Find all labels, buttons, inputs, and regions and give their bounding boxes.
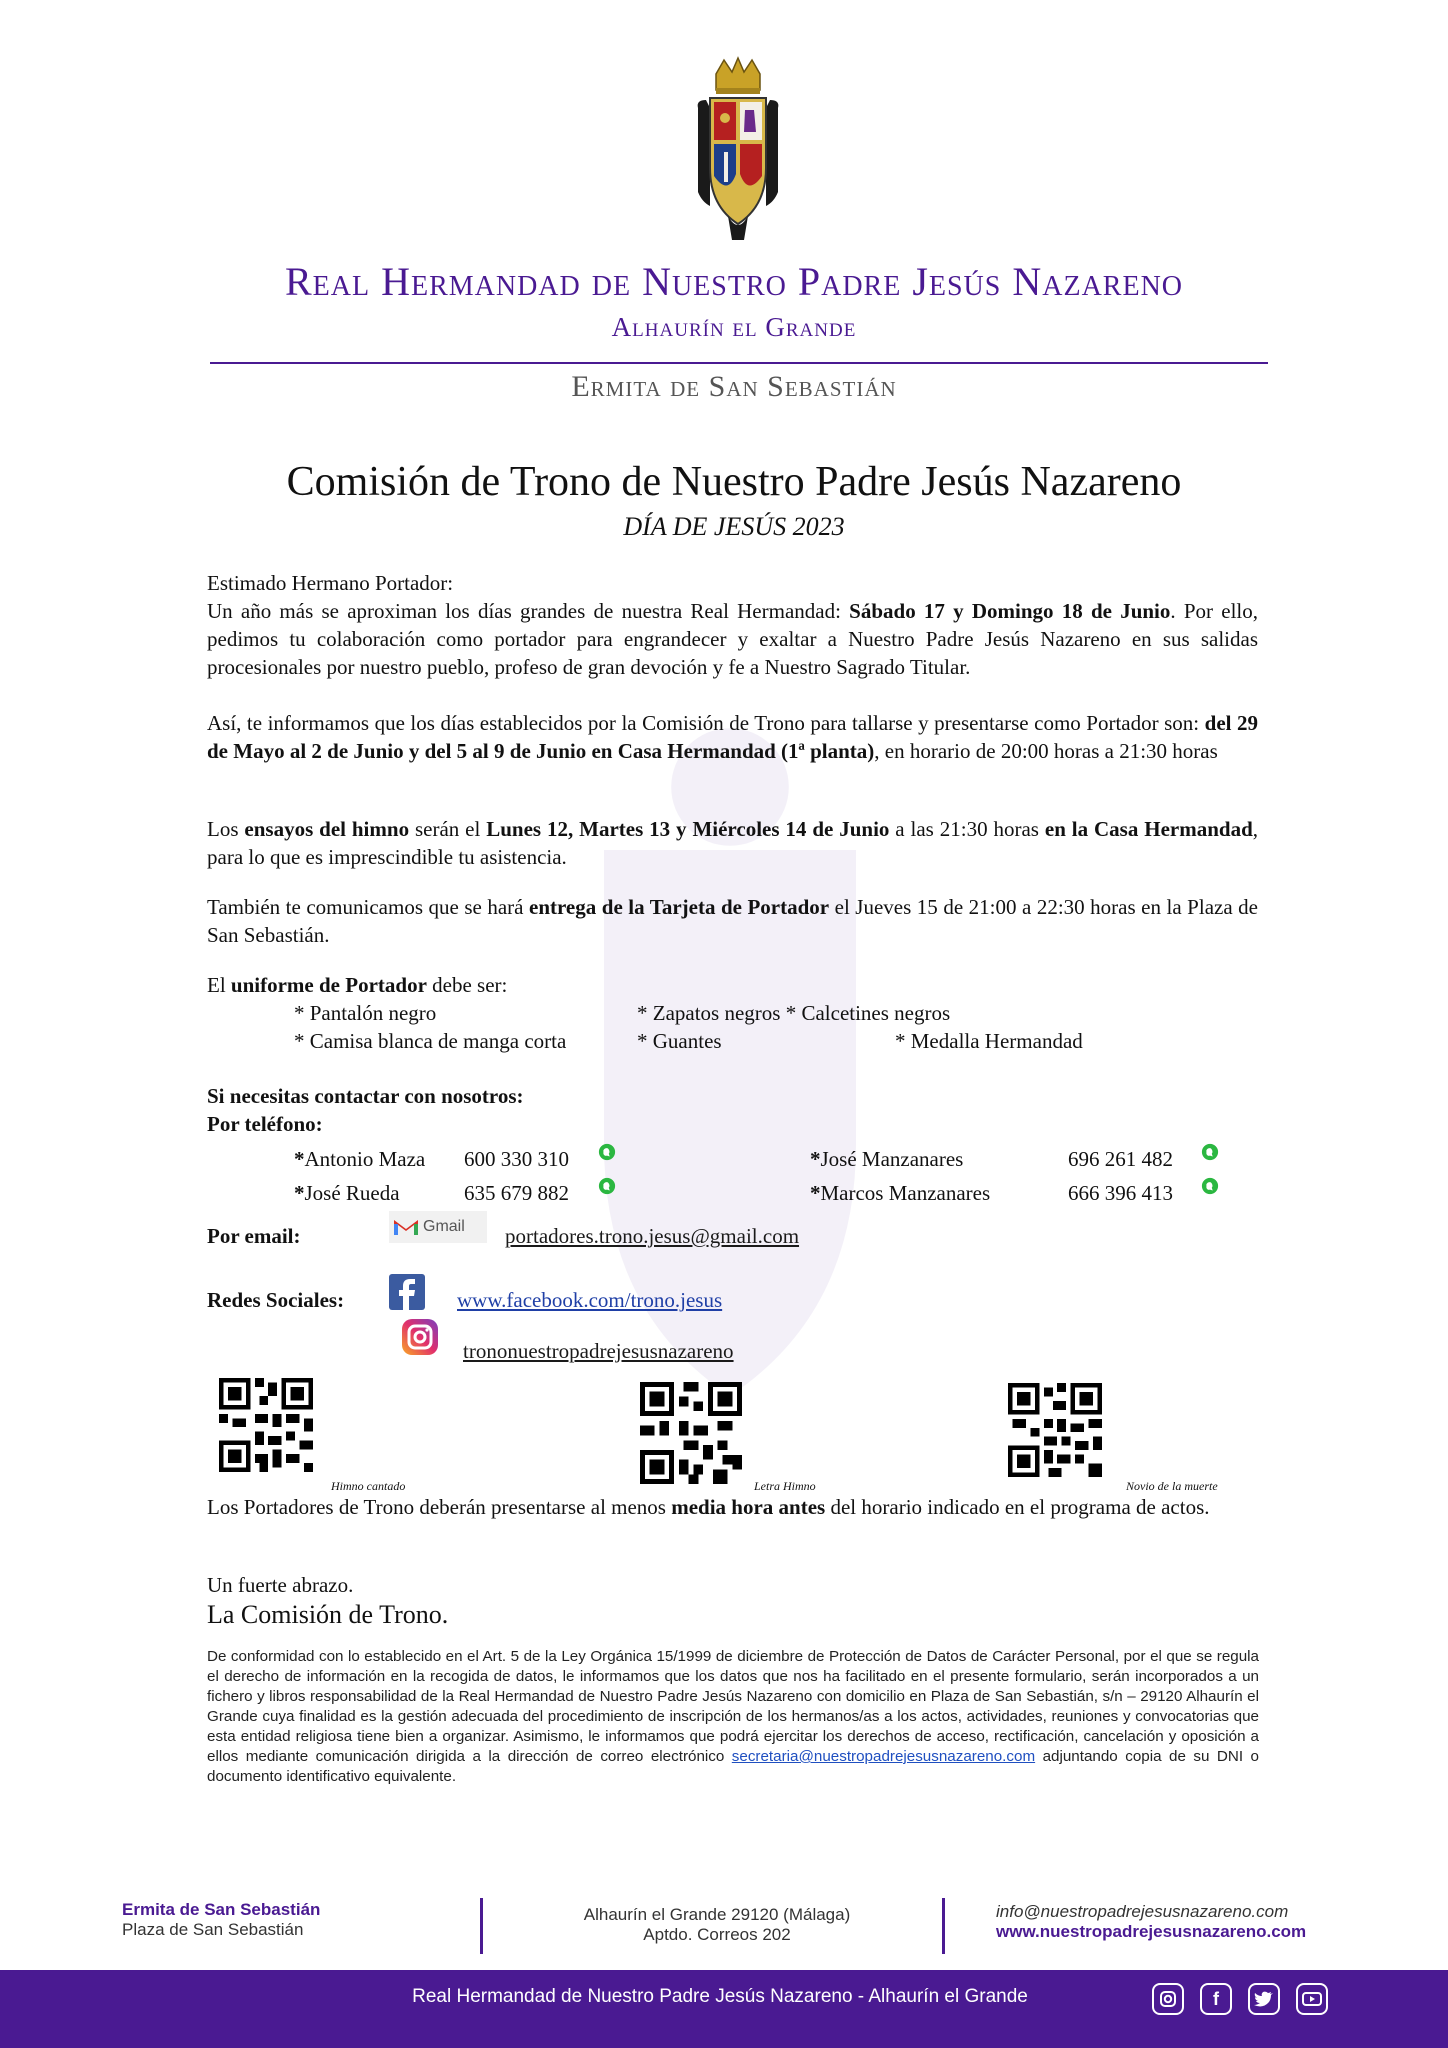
signature-text: La Comisión de Trono. (207, 1600, 449, 1629)
phone-label: Por teléfono: (207, 1112, 323, 1136)
contact-phone-jose-manzanares[interactable]: 696 261 482 (1068, 1147, 1173, 1171)
instagram-icon[interactable] (399, 1318, 441, 1356)
footer-po-box: Aptdo. Correos 202 (643, 1925, 791, 1944)
whatsapp-icon[interactable] (598, 1143, 616, 1161)
letter-paragraph-5: El uniforme de Portador debe ser: (207, 973, 508, 997)
contact-name-jose-manzanares: *José Manzanares (810, 1147, 964, 1171)
footer-ermita-column (122, 1900, 320, 1940)
email-label: Por email: (207, 1224, 301, 1248)
footer-ermita-address: Plaza de San Sebastián (122, 1920, 304, 1939)
footer-email[interactable]: info@nuestropadrejesusnazareno.com (996, 1902, 1289, 1921)
youtube-icon[interactable] (1296, 1983, 1328, 2015)
gmail-badge (389, 1211, 487, 1243)
uniform-item-medalla: * Medalla Hermandad (895, 1029, 1083, 1053)
uniform-item-zapatos-calcetines: * Zapatos negros * Calcetines negros (637, 1001, 951, 1025)
qr-code-icon[interactable] (640, 1382, 742, 1484)
qr-code-icon[interactable] (219, 1378, 313, 1472)
letter-paragraph-3: Los ensayos del himno serán el Lunes 12, Martes 13 y Miércoles 14 de Junio a las 21:30 horas en la Casa Hermandad, para lo que es imprescindible tu asistencia. (207, 817, 1258, 869)
instagram-icon[interactable] (1152, 1983, 1184, 2015)
qr-caption-novio-muerte: Novio de la muerte (1126, 1479, 1218, 1493)
secretaria-email-link[interactable]: secretaria@nuestropadrejesusnazareno.com (731, 1748, 1036, 1765)
twitter-icon[interactable] (1248, 1983, 1280, 2015)
footer-divider (942, 1898, 945, 1954)
document-subtitle: DÍA DE JESÚS 2023 (623, 512, 845, 541)
footer-bar-text: Real Hermandad de Nuestro Padre Jesús Nazareno - Alhaurín el Grande (412, 1986, 1028, 2007)
whatsapp-icon[interactable] (598, 1177, 616, 1195)
footer-divider (480, 1898, 483, 1954)
contact-heading: Si necesitas contactar con nosotros: (207, 1084, 524, 1108)
letter-paragraph-1: Un año más se aproximan los días grandes de nuestra Real Hermandad: Sábado 17 y Domingo 18 de Junio. Por ello, pedimos tu colaboración como portador para engrandecer y exaltar a Nuestro Padre Jesús Nazareno en sus salidas procesionales por nuestro pueblo, profeso de gran devoción y fe a Nuestro Sagrado Titular. (207, 599, 1258, 679)
qr-caption-letra-himno: Letra Himno (754, 1479, 816, 1493)
qr-code-icon[interactable] (1008, 1383, 1102, 1477)
town-subheader: Alhaurín el Grande (611, 312, 857, 342)
instagram-link[interactable]: trononuestropadrejesusnazareno (463, 1339, 734, 1363)
contact-phone-jose-rueda[interactable]: 635 679 882 (464, 1181, 569, 1205)
document-title: Comisión de Trono de Nuestro Padre Jesús Nazareno (286, 459, 1182, 505)
facebook-link[interactable]: www.facebook.com/trono.jesus (457, 1288, 723, 1312)
email-link[interactable]: portadores.trono.jesus@gmail.com (505, 1224, 800, 1248)
whatsapp-icon[interactable] (1201, 1143, 1219, 1161)
contact-phone-antonio[interactable]: 600 330 310 (464, 1147, 569, 1171)
contact-name-jose-rueda: *José Rueda (294, 1181, 400, 1205)
ermita-location-header: Ermita de San Sebastián (571, 370, 897, 403)
hermandad-name-header: Real Hermandad de Nuestro Padre Jesús Nazareno (284, 259, 1184, 304)
social-label: Redes Sociales: (207, 1288, 345, 1312)
crest-watermark-image (520, 680, 940, 1440)
gmail-icon (393, 1218, 419, 1236)
contact-name-marcos-manzanares: *Marcos Manzanares (810, 1181, 991, 1205)
contact-name-antonio: *Antonio Maza (294, 1147, 426, 1171)
contact-phone-marcos-manzanares[interactable]: 666 396 413 (1068, 1181, 1173, 1205)
farewell-text: Un fuerte abrazo. (207, 1573, 354, 1597)
letter-paragraph-4: También te comunicamos que se hará entrega de la Tarjeta de Portador el Jueves 15 de 21:00 a 22:30 horas en la Plaza de San Sebastián. (207, 895, 1258, 947)
footer-website[interactable]: www.nuestropadrejesusnazareno.com (996, 1922, 1307, 1941)
facebook-icon[interactable]: f (1200, 1983, 1232, 2015)
whatsapp-icon[interactable] (1201, 1177, 1219, 1195)
footer-address-column (522, 1905, 912, 1945)
header-divider (210, 362, 1268, 364)
letter-greeting: Estimado Hermano Portador: (207, 571, 454, 595)
footer-ermita-name: Ermita de San Sebastián (122, 1900, 321, 1919)
closing-paragraph: Los Portadores de Trono deberán presentarse al menos media hora antes del horario indicado en el programa de actos. (207, 1495, 1210, 1519)
qr-caption-himno-cantado: Himno cantado (331, 1479, 406, 1493)
footer-town: Alhaurín el Grande 29120 (Málaga) (583, 1905, 851, 1924)
uniform-item-guantes: * Guantes (637, 1029, 722, 1053)
facebook-icon[interactable] (389, 1274, 425, 1310)
data-protection-notice: De conformidad con lo establecido en el Art. 5 de la Ley Orgánica 15/1999 de diciembre de Protección de Datos de Carácter Personal, por el que se regula el derecho de información en la recogida de datos, le informamos que los datos que nos ha facilitado en el presente formulario, serán incorporados a un fichero y libros responsabilidad de la Real Hermandad de Nuestro Padre Jesús Nazareno con domicilio en Plaza de San Sebastián, s/n – 29120 Alhaurín el Grande cuya finalidad es la gestión adecuada del procedimiento de inscripción de los hermanos/as a los actos, actividades, reuniones y convocatorias que esta entidad religiosa tiene bien a organizar. Asimismo, le informamos que podrá ejercitar los derechos de acceso, rectificación, cancelación y oposición a ellos mediante comunicación dirigida a la dirección de correo electrónico secretaria@nuestropadrejesusnazareno.com adjuntando copia de su DNI o documento identificativo equivalente. (207, 1648, 1260, 1785)
gmail-label: Gmail (423, 1218, 465, 1235)
letter-paragraph-2: Así, te informamos que los días establecidos por la Comisión de Trono para tallarse y presentarse como Portador son: del 29 de Mayo al 2 de Junio y del 5 al 9 de Junio en Casa Hermandad (1ª planta), en horario de 20:00 horas a 21:30 horas (207, 711, 1258, 763)
uniform-item-pantalon: * Pantalón negro (294, 1001, 437, 1025)
uniform-item-camisa: * Camisa blanca de manga corta (294, 1029, 567, 1053)
footer-contact-column (996, 1902, 1306, 1942)
hermandad-crest-icon (688, 56, 788, 246)
